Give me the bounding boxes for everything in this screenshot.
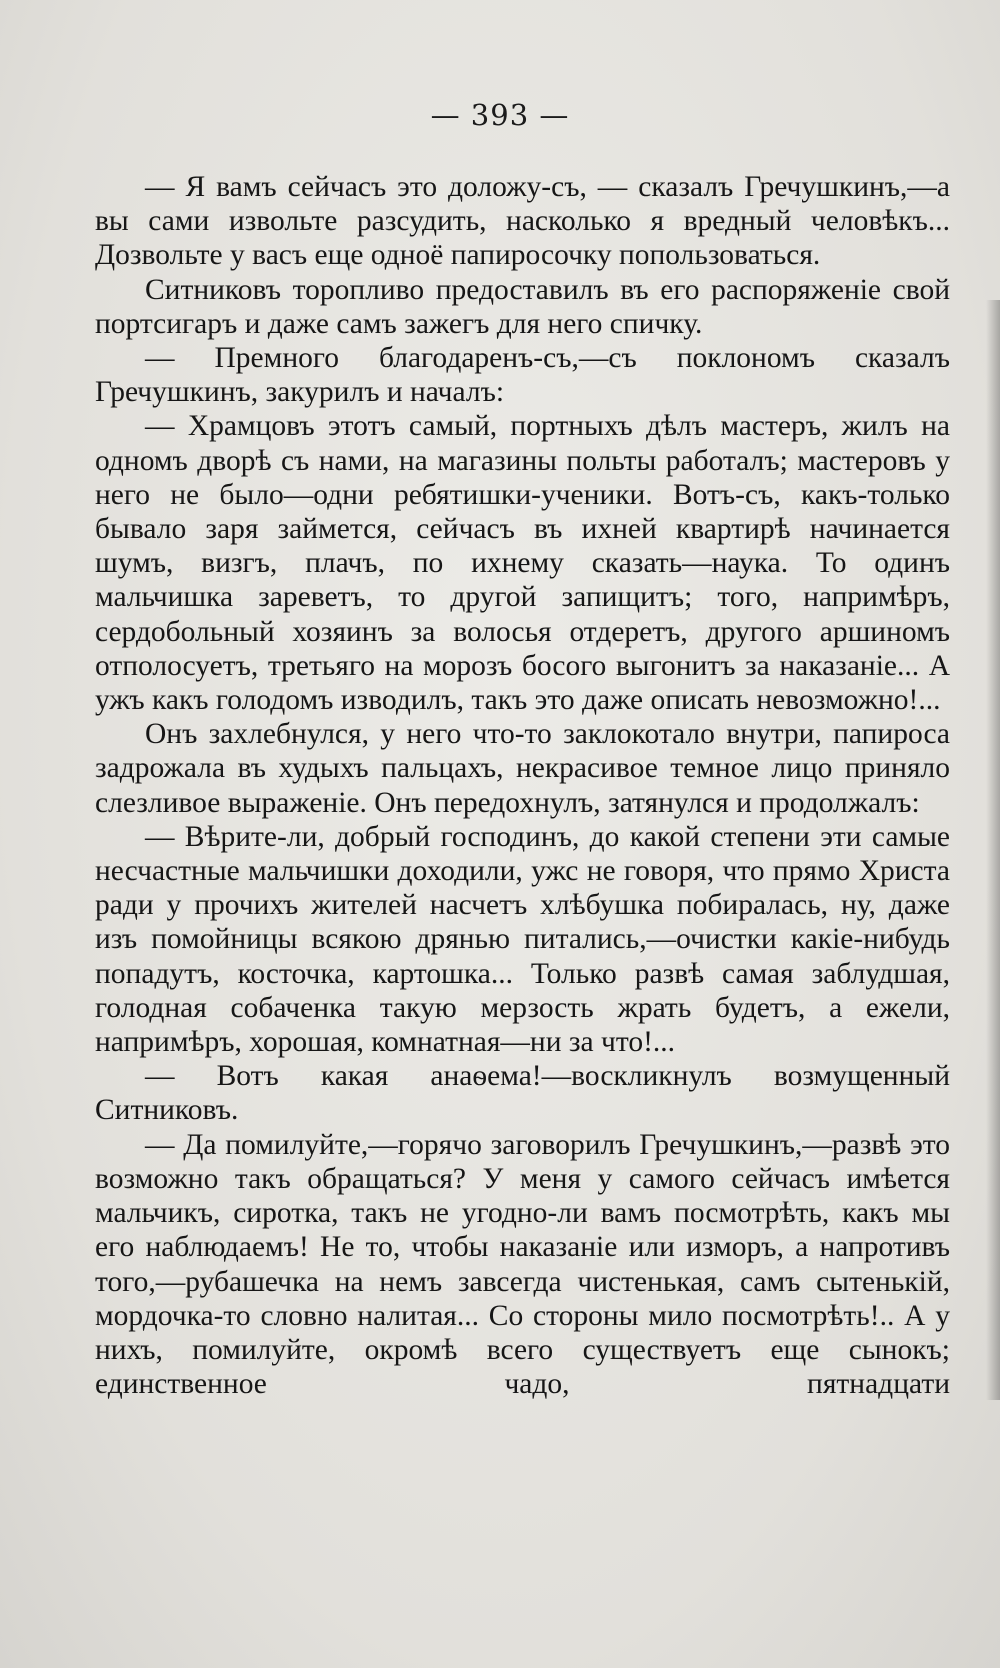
paragraph: Онъ захлебнулся, у него что-то заклокотало внутри, папироса задрожала въ худыхъ пальцахъ, некрасивое темное лицо приняло слезливое выраженіе. Онъ передохнулъ, затянулся и продолжалъ: bbox=[95, 718, 950, 819]
paragraph: — Вотъ какая анаѳема!—воскликнулъ возмущенный Ситниковъ. bbox=[95, 1060, 950, 1127]
paragraph: — Храмцовъ этотъ самый, портныхъ дѣлъ мастеръ, жилъ на одномъ дворѣ съ нами, на магазины польты работалъ; мастеровъ у него не было—одни ребятишки-ученики. Вотъ-съ, какъ-только бывало заря займется, сейчасъ въ ихней квартирѣ начинается шумъ, визгъ, плачъ, по ихнему сказать—наука. То одинъ мальчишка зареветъ, то другой запищитъ; того, напримѣръ, сердобольный хозяинъ за волосья отдеретъ, другого аршиномъ отполосуетъ, третьяго на морозъ босого выгонитъ за наказаніе... А ужъ какъ голодомъ изводилъ, такъ это даже описать невозможно!... bbox=[95, 410, 950, 717]
paragraph: — Вѣрите-ли, добрый господинъ, до какой степени эти самые несчастные мальчишки доходили, ужс не говоря, что прямо Христа ради у прочихъ жителей насчетъ хлѣбушка побиралась, ну, даже изъ помойницы всякою дрянью питались,—очистки какіе-нибудь попадутъ, косточка, картошка... Только развѣ самая заблудшая, голодная собаченка такую мерзость жрать будетъ, а ежели, напримѣръ, хорошая, комнатная—ни за что!... bbox=[95, 820, 950, 1059]
page-edge-shadow bbox=[986, 300, 1000, 1400]
body-text bbox=[95, 170, 950, 1401]
page-number: — 393 — bbox=[430, 98, 570, 132]
paragraph: — Да помилуйте,—горячо заговорилъ Гречушкинъ,—развѣ это возможно такъ обращаться? У меня у самого сейчасъ имѣется мальчикъ, сиротка, такъ не угодно-ли вамъ посмотрѣть, какъ мы его наблюдаемъ! Не то, чтобы наказаніе или изморъ, а напротивъ того,—рубашечка на немъ завсегда чистенькая, самъ сытенькій, мордочка-то словно налитая... Со стороны мило посмотрѣть!.. А у нихъ, помилуйте, окромѣ всего существуетъ еще сынокъ; единственное чадо, пятнадцати bbox=[95, 1128, 950, 1401]
paragraph: — Премного благодаренъ-съ,—съ поклономъ сказалъ Гречушкинъ, закурилъ и началъ: bbox=[95, 342, 950, 409]
paragraph: — Я вамъ сейчасъ это доложу-съ, — сказалъ Гречушкинъ,—а вы сами извольте разсудить, насколько я вредный человѣкъ... Дозвольте у васъ еще одноё папиросочку попользоваться. bbox=[95, 171, 950, 272]
paragraph: Ситниковъ торопливо предоставилъ въ его распоряженіе свой портсигаръ и даже самъ зажегъ для него спичку. bbox=[95, 273, 950, 340]
